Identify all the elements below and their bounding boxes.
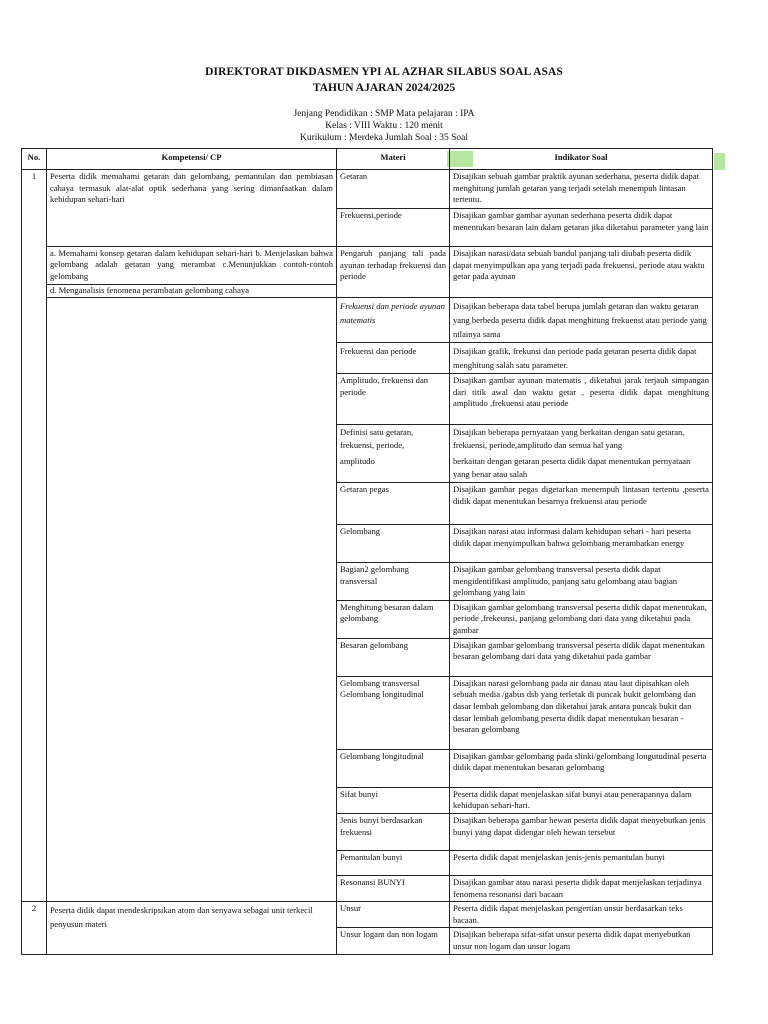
indikator-cell: Peserta didik dapat menjelaskan pengertian unsur berdasarkan teks bacaan. (450, 902, 713, 928)
materi-cell: Frekuensi,periode (337, 209, 450, 247)
table-header-row (22, 149, 713, 170)
indikator-cell (450, 425, 713, 483)
materi-cell: Menghitung besaran dalam gelombang (337, 600, 450, 638)
materi-cell: Getaran (337, 170, 450, 209)
header-indikator: Indikator Soal (450, 149, 713, 170)
indikator-cell: Disajikan gambar atau narasi peserta didik dapat menjelaskan terjadinya fenomena resonansi dari bacaan (450, 875, 713, 901)
indikator-cell: Disajikan narasi/data sebuah bandul panjang tali diubah peserta didik dapat menyimpulkan apa yang terjadi pada frekuensi, periode atau waktu getar pada ayunan (450, 247, 713, 298)
materi-cell: Besaran gelombang (337, 638, 450, 676)
row-number: 1 (22, 170, 47, 902)
indikator-cell: Disajikan gambar gelombang transversal peserta didik dapat menentukan, periode ,frekeunsi, panjang gelombang dari data yang diketahui pada gambar (450, 600, 713, 638)
materi-line: amplitudo (340, 456, 375, 466)
indikator-cell: Disajikan gambar gelombang transversal peserta didik dapat mengidentifikasi amplitudo, panjang satu gelombang atau bagian gelombang yang lain (450, 563, 713, 601)
indikator-cell: Disajikan gambar gambar ayunan sederhana peserta didik dapat menentukan besaran lain dalam getaran jika diketahui parameter yang lain (450, 209, 713, 247)
meta-line-level-subject: Jenjang Pendidikan : SMP Mata pelajaran : IPA (293, 109, 475, 119)
header-kompetensi: Kompetensi/ CP (47, 149, 337, 170)
meta-line-curriculum-count: Kurikulum : Merdeka Jumlah Soal : 35 Soal (299, 133, 469, 143)
materi-cell: Pengaruh panjang tali pada ayunan terhadap frekuensi dan periode (337, 247, 450, 298)
materi-cell: Amplitudo, frekuensi dan periode (337, 374, 450, 425)
competency-cell-empty (47, 298, 337, 902)
materi-cell: Gelombang (337, 525, 450, 563)
competency-subpoints (47, 247, 337, 298)
highlight-mark (714, 153, 725, 170)
indikator-line: Disajikan beberapa pernyataan yang berkaitan dengan satu getaran, frekuensi, periode,amplitudo dan semua hal yang (453, 427, 685, 450)
materi-cell: Frekuensi dan periode (337, 343, 450, 374)
competency-cell: Peserta didik dapat mendeskripsikan atom dan senyawa sebagai unit terkecil penyusun materi (47, 902, 337, 954)
indikator-cell: Disajikan narasi atau informasi dalam kehidupan sehari - hari peserta didik dapat menyimpulkan bahwa gelombang merambatkan energy (450, 525, 713, 563)
materi-cell: Pemantulan bunyi (337, 850, 450, 875)
indikator-cell: Disajikan beberapa sifat-sifat unsur peserta didik dapat menyebutkan unsur non logam dan unsur logam (450, 928, 713, 954)
table-row (22, 170, 713, 209)
materi-cell: Sifat bunyi (337, 787, 450, 813)
indikator-cell: Peserta didik dapat menjelaskan sifat bunyi atau penerapannya dalam kehidupan sehari-hari. (450, 787, 713, 813)
indikator-cell: Disajikan sebuah gambar praktik ayunan sederhana, peserta didik dapat menghitung jumlah getaran yang terjadi setelah menempuh lintasan tertentu. (450, 170, 713, 209)
document-title: DIREKTORAT DIKDASMEN YPI AL AZHAR SILABUS SOAL ASAS (205, 66, 563, 78)
table-row (22, 902, 713, 928)
indikator-cell: Disajikan gambar ayunan matematis , diketahui jarak terjauh simpangan dari titik awal dan waktu getar , peserta didik dapat menghitung amplitudo ,frekuensi atau periode (450, 374, 713, 425)
indikator-cell: Disajikan grafik, frekunsi dan periode pada getaran peserta didik dapat menghitung salah satu parameter. (450, 343, 713, 374)
materi-cell: Unsur logam dan non logam (337, 928, 450, 954)
materi-cell: Gelombang transversal Gelombang longitudinal (337, 676, 450, 749)
indikator-line: berkaitan dengan getaran peserta didik dapat menentukan pernyataan yang benar atau salah (453, 456, 691, 479)
materi-line: Definisi satu getaran, frekuensi, periode, (340, 427, 414, 450)
competency-sub-d: d. Menganalisis fenomena perambatan gelombang cahaya (47, 284, 336, 297)
meta-line-class-time: Kelas : VIII Waktu : 120 menit (325, 121, 443, 131)
indikator-cell: Disajikan narasi gelombang pada air danau atau laut dipisahkan oleh sebuah media /gabus dsb yang terletak di puncak bukit gelombang dan dasar lembah gelombang dan diketahui jarak antara puncak bukit dan dasar lembah gelombang peserta didik dapat menentukan besaran - besaran gelombang (450, 676, 713, 749)
materi-cell: Gelombang longitudinal (337, 749, 450, 787)
header-materi: Materi (337, 149, 450, 170)
indikator-cell: Disajikan beberapa gambar hewan peserta didik dapat menyebutkan jenis bunyi yang dapat didengar oleh hewan tersebut (450, 813, 713, 850)
indikator-cell: Disajikan gambar gelombang pada slinki/gelombang longutudinal peserta didik dapat menentukan besaran gelombang (450, 749, 713, 787)
syllabus-table (21, 148, 713, 955)
header-no: No. (22, 149, 47, 170)
table-row (22, 298, 713, 343)
competency-cell: Peserta didik memahami getaran dan gelombang, pemantulan dan pembiasan cahaya termasuk alat-alat optik sederhana yang sering dimanfaatkan dalam kehidupan sehari-hari (47, 170, 337, 247)
materi-cell: Resonansi BUNYI (337, 875, 450, 901)
competency-sub-abc: a. Memahami konsep getaran dalam kehidupan sehari-hari b. Menjelaskan bahwa gelombang adalah getaran yang merambat c.Menunjukkan contoh-contoh gelombang (50, 247, 333, 281)
materi-cell (337, 425, 450, 483)
materi-cell: Getaran pegas (337, 483, 450, 525)
table-row (22, 247, 713, 298)
indikator-cell: Disajikan beberapa data tabel berupa jumlah getaran dan waktu getaran yang berbeda peserta didik dapat menghitung frekuensi atau periode yang nilainya sama (450, 298, 713, 343)
row-number: 2 (22, 902, 47, 954)
academic-year: TAHUN AJARAN 2024/2025 (312, 82, 456, 94)
indikator-cell: Disajikan gambar pegas digetarkan menempuh lintasan tertentu ,peserta didik dapat menentukan besarnya frekuensi atau periode (450, 483, 713, 525)
indikator-cell: Peserta didik dapat menjelaskan jenis-jenis pemantulan bunyi (450, 850, 713, 875)
materi-cell: Unsur (337, 902, 450, 928)
indikator-cell: Disajikan gambar gelombang transversal peserta didik dapat menentukan besaran gelombang dari data yang diketahui pada gambar (450, 638, 713, 676)
materi-cell: Bagian2 gelombang transversal (337, 563, 450, 601)
materi-cell: Frekuensi dan periode ayunan matematis (337, 298, 450, 343)
materi-cell: Jenis bunyi berdasarkan frekuensi (337, 813, 450, 850)
